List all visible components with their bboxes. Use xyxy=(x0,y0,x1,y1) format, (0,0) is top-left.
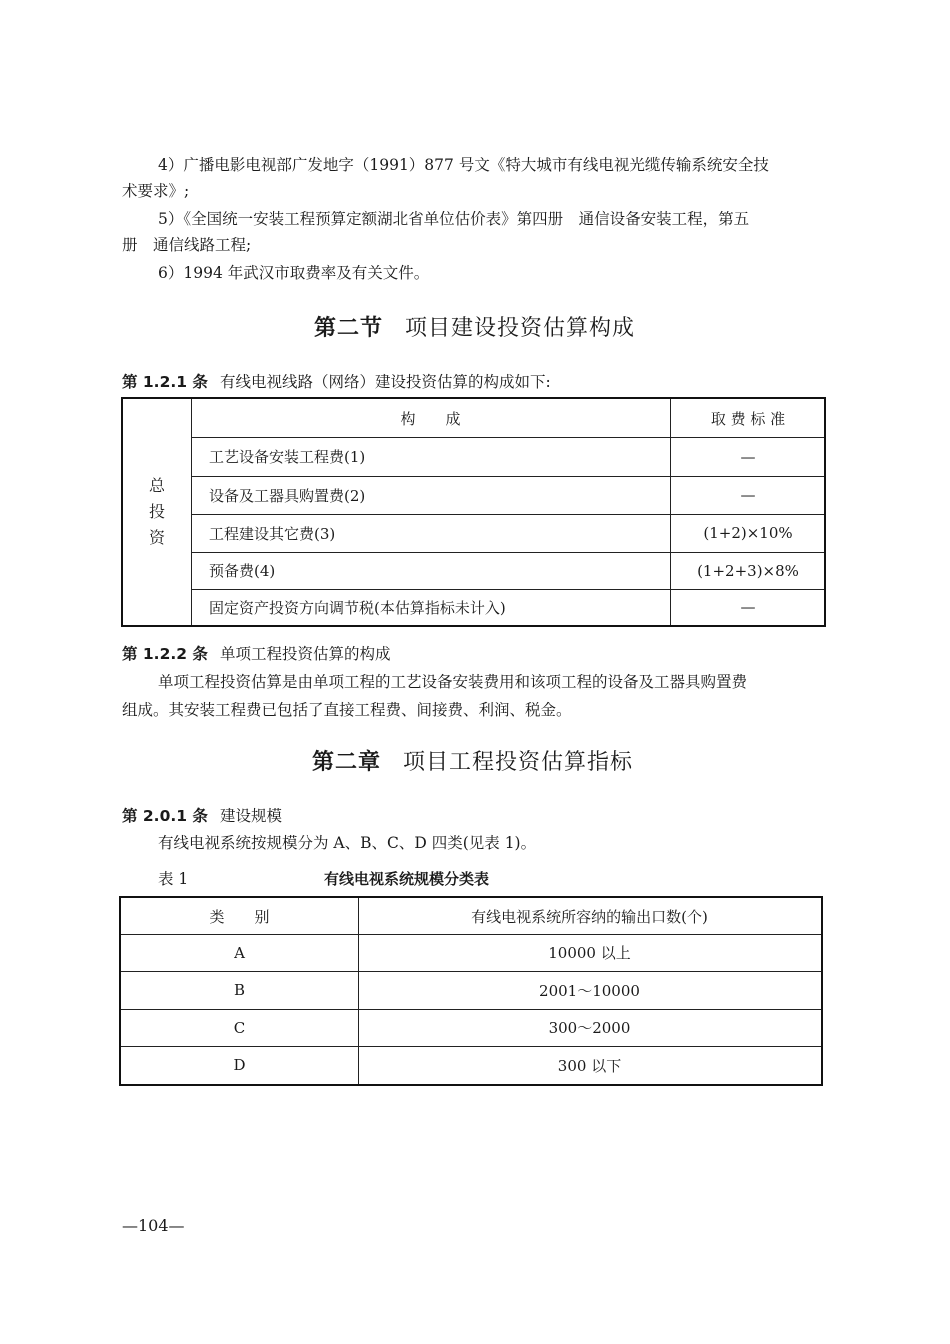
category-a: A xyxy=(234,943,245,962)
row-4-item: 预备费(4) xyxy=(209,562,276,580)
intro-item-5-line2: 册 通信线路工程; xyxy=(122,236,252,254)
header-category: 类 别 xyxy=(209,907,270,926)
outlets-d: 300 以下 xyxy=(557,1056,622,1075)
category-c: C xyxy=(233,1018,246,1037)
chapter-title: 项目工程投资估算指标 xyxy=(403,750,634,775)
clause-121 xyxy=(122,369,551,395)
outlets-b: 2001～10000 xyxy=(539,981,640,1000)
row-2-fee: — xyxy=(740,486,756,504)
row-5-fee: — xyxy=(740,598,756,616)
header-composition: 构 成 xyxy=(400,409,461,428)
total-investment-label: 总 投 资 xyxy=(148,476,165,547)
cost-composition-table xyxy=(121,397,826,627)
chapter-heading xyxy=(312,745,633,776)
outlets-c: 300～2000 xyxy=(548,1019,631,1037)
intro-item-4-line1: 4）广播电影电视部广发地字（1991）877 号文《特大城市有线电视光缆传输系统安全技 xyxy=(158,156,769,174)
clause-201 xyxy=(122,803,282,829)
intro-item-4-line2: 术要求》; xyxy=(122,182,190,200)
row-1-fee: — xyxy=(740,447,756,466)
row-3-fee: (1+2)×10% xyxy=(703,524,793,542)
clause-121-text: 有线电视线路（网络）建设投资估算的构成如下: xyxy=(219,373,551,391)
intro-item-6: 6）1994 年武汉市取费率及有关文件。 xyxy=(158,264,430,282)
chapter-number: 第二章 xyxy=(312,749,382,775)
row-2-item: 设备及工器具购置费(2) xyxy=(209,486,366,505)
clause-122 xyxy=(122,641,390,667)
section-title: 项目建设投资估算构成 xyxy=(405,316,636,341)
clause-121-number: 第 1.2.1 条 xyxy=(122,373,208,391)
clause-201-title: 建设规模 xyxy=(219,807,282,825)
scale-classification-table xyxy=(119,896,823,1086)
row-3-item: 工程建设其它费(3) xyxy=(209,524,336,543)
row-5-item: 固定资产投资方向调节税(本估算指标未计入) xyxy=(209,598,506,617)
table1-label: 表 1 xyxy=(158,870,189,888)
clause-122-number: 第 1.2.2 条 xyxy=(122,645,208,663)
clause-122-line2: 组成。其安装工程费已包括了直接工程费、间接费、利润、税金。 xyxy=(122,701,572,719)
clause-201-number: 第 2.0.1 条 xyxy=(122,807,208,825)
category-d: D xyxy=(233,1056,246,1074)
clause-122-title: 单项工程投资估算的构成 xyxy=(219,645,391,663)
clause-201-text: 有线电视系统按规模分为 A、B、C、D 四类(见表 1)。 xyxy=(158,834,537,852)
clause-122-line1: 单项工程投资估算是由单项工程的工艺设备安装费用和该项工程的设备及工器具购置费 xyxy=(158,673,748,691)
section-number: 第二节 xyxy=(314,315,384,341)
header-fee-standard: 取 费 标 准 xyxy=(710,409,786,428)
row-4-fee: (1+2+3)×8% xyxy=(697,561,799,580)
row-1-item: 工艺设备安装工程费(1) xyxy=(209,448,366,466)
section-heading xyxy=(314,311,635,342)
intro-item-5-line1: 5）《全国统一安装工程预算定额湖北省单位估价表》第四册 通信设备安装工程，第五 xyxy=(158,210,750,228)
category-b: B xyxy=(233,981,246,999)
header-outlets: 有线电视系统所容纳的输出口数(个) xyxy=(471,907,708,926)
table1-caption: 有线电视系统规模分类表 xyxy=(324,870,490,888)
outlets-a: 10000 以上 xyxy=(548,944,631,962)
page-number: —104— xyxy=(122,1216,185,1235)
